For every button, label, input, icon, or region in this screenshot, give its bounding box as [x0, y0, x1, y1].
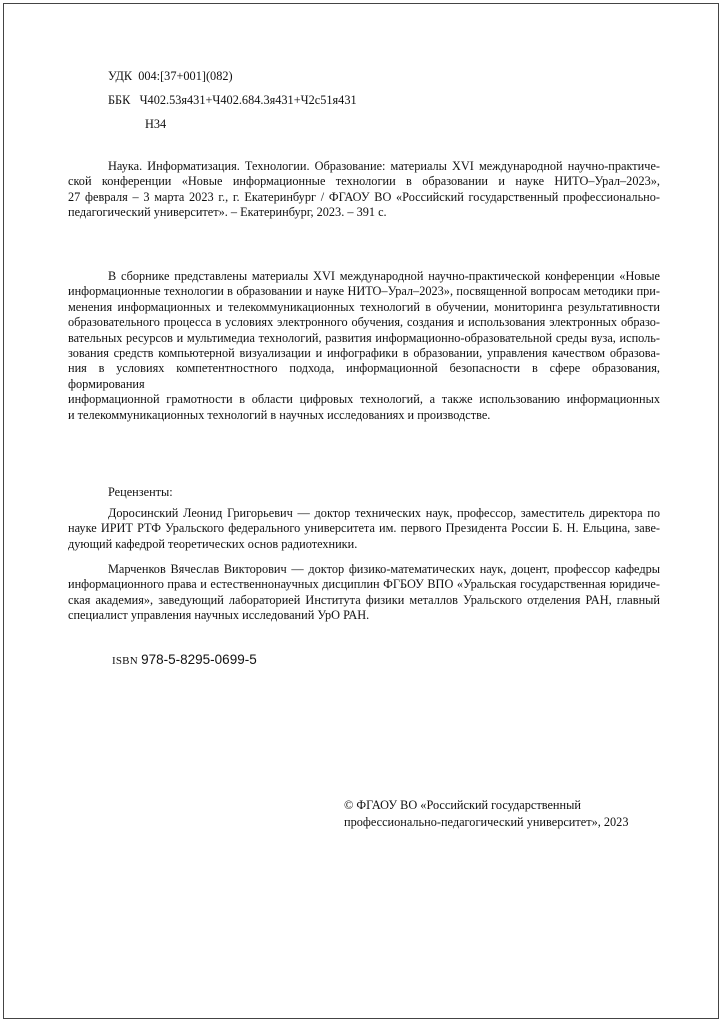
isbn [112, 652, 257, 668]
abstract-line: информационной грамотности в области цифровых технологий, а также использованию информационных [68, 392, 660, 407]
reviewers-heading: Рецензенты: [108, 485, 173, 499]
abstract-line: ния в условиях компетентностного подхода, информационной безопасности в сфере образования, формирования [68, 361, 660, 391]
bib-line: 27 февраля – 3 марта 2023 г., г. Екатеринбург / ФГАОУ ВО «Российский государственный профессионально- [68, 189, 660, 204]
udk-value: 004:[37+001](082) [138, 69, 233, 83]
reviewer-1 [68, 506, 660, 552]
copyright [344, 797, 628, 831]
bbk-line [108, 92, 357, 108]
udk-line [108, 68, 233, 84]
bibliographic-description [68, 159, 660, 221]
abstract-line: информационные технологии в образовании и науке НИТО–Урал–2023», посвященной вопросам методики при- [68, 284, 660, 299]
bbk-label: ББК [108, 93, 131, 107]
bib-line: педагогический университет». – Екатеринбург, 2023. – 391 с. [68, 205, 387, 220]
copyright-line: © ФГАОУ ВО «Российский государственный [344, 798, 581, 812]
bbk-value: Ч402.53я431+Ч402.684.3я431+Ч2с51я431 [139, 93, 357, 107]
reviewer-line: науке ИРИТ РТФ Уральского федерального университета им. первого Президента России Б. Н. Ельцина, заве- [68, 521, 660, 536]
abstract-line: вательных ресурсов и мультимедиа технологий, развития информационно-образовательной среды вуза, исполь- [68, 330, 660, 345]
reviewer-line: Марченков Вячеслав Викторович — доктор физико-математических наук, доцент, профессор кафедры [108, 562, 660, 576]
reviewer-line: специалист управления научных исследований УрО РАН. [68, 608, 370, 623]
copyright-line: профессионально-педагогический университет», 2023 [344, 815, 629, 829]
abstract [68, 269, 660, 423]
abstract-line: зования средств компьютерной визуализации и инфографики в образовании, управления качеством образова- [68, 346, 660, 361]
author-mark: Н34 [145, 117, 167, 131]
reviewer-line: ская академия», заведующий лабораторией Института физики металлов Уральского отделения РАН, главный [68, 592, 660, 607]
reviewer-line: дующий кафедрой теоретических основ радиотехники. [68, 536, 358, 551]
abstract-line: и телекоммуникационных технологий в научных исследованиях и производстве. [68, 407, 491, 422]
abstract-line: В сборнике представлены материалы XVI международной научно-практической конференции «Новые [108, 269, 660, 283]
bib-line: ской конференции «Новые информационные технологии в образовании и науке НИТО–Урал–2023», [68, 174, 660, 189]
abstract-line: менения информационных и телекоммуникационных технологий в обучении, мониторинга результативности [68, 299, 660, 314]
document-page [3, 3, 719, 1019]
bib-line: Наука. Информатизация. Технологии. Образование: материалы XVI международной научно-практиче- [108, 159, 660, 173]
reviewer-line: информационного права и естественнонаучных дисциплин ФГБОУ ВПО «Уральская государственная юридиче- [68, 577, 660, 592]
udk-label: УДК [108, 69, 133, 83]
abstract-line: образовательного процесса в условиях электронного обучения, создания и использования электронных образо- [68, 315, 660, 330]
isbn-label: ISBN [112, 655, 138, 667]
reviewer-line: Доросинский Леонид Григорьевич — доктор технических наук, профессор, заместитель директора по [108, 506, 660, 520]
reviewer-2 [68, 562, 660, 624]
isbn-number: 978-5-8295-0699-5 [141, 652, 257, 667]
